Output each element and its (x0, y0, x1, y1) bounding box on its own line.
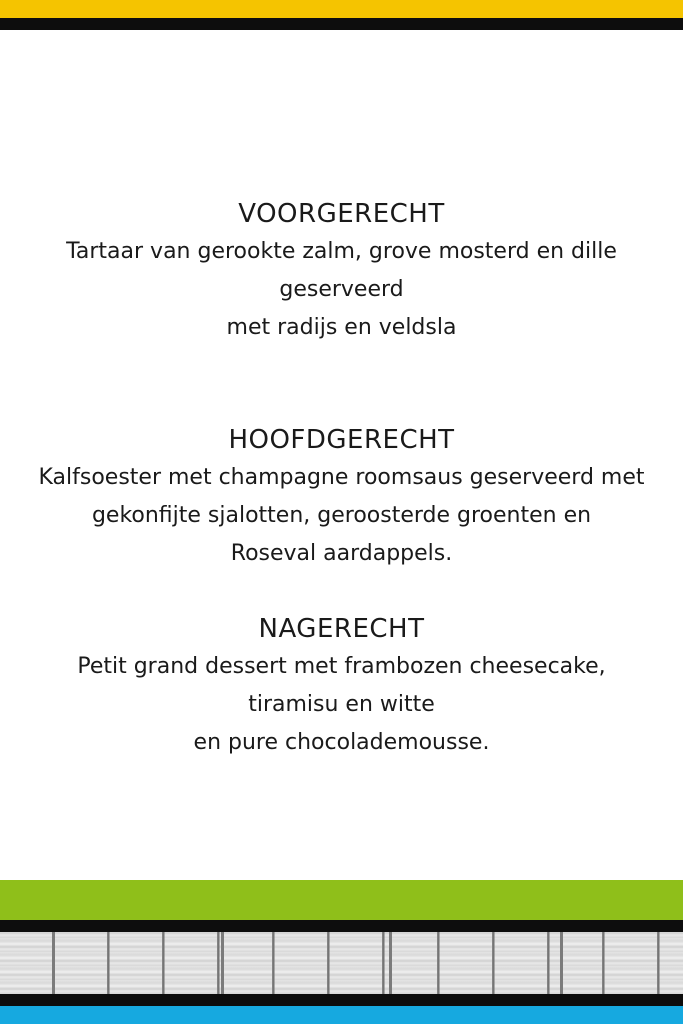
green-band (0, 880, 683, 920)
top-yellow-band (0, 0, 683, 18)
wood-seam (221, 932, 224, 994)
section-spacer (0, 347, 683, 421)
wood-seam (389, 932, 392, 994)
section-spacer (0, 573, 683, 610)
menu-section-main (0, 421, 683, 573)
dish-line: Tartaar van gerookte zalm, grove mosterd en dille (66, 239, 617, 264)
dish-line: tiramisu en witte (248, 692, 435, 717)
menu-section-starter (0, 195, 683, 347)
wood-texture-strip (0, 932, 683, 994)
bottom-black-stripe-upper (0, 920, 683, 932)
dish-line: met radijs en veldsla (226, 315, 457, 340)
wood-seam (560, 932, 563, 994)
menu-card (0, 195, 683, 762)
bottom-black-stripe-lower (0, 994, 683, 1006)
dish-line: gekonfijte sjalotten, geroosterde groenten en (91, 503, 592, 528)
section-title: VOORGERECHT (238, 199, 445, 229)
dish-line: geserveerd (279, 277, 404, 302)
dish-line: Kalfsoester met champagne roomsaus geserveerd met (38, 465, 645, 490)
menu-section-dessert (0, 610, 683, 762)
top-black-stripe (0, 18, 683, 30)
section-title: HOOFDGERECHT (228, 425, 455, 455)
dish-line: Roseval aardappels. (230, 541, 453, 566)
dish-line: en pure chocolademousse. (193, 730, 490, 755)
wood-seam (52, 932, 55, 994)
blue-band (0, 1006, 683, 1024)
dish-line: Petit grand dessert met frambozen cheesecake, (77, 654, 606, 679)
section-title: NAGERECHT (258, 614, 425, 644)
